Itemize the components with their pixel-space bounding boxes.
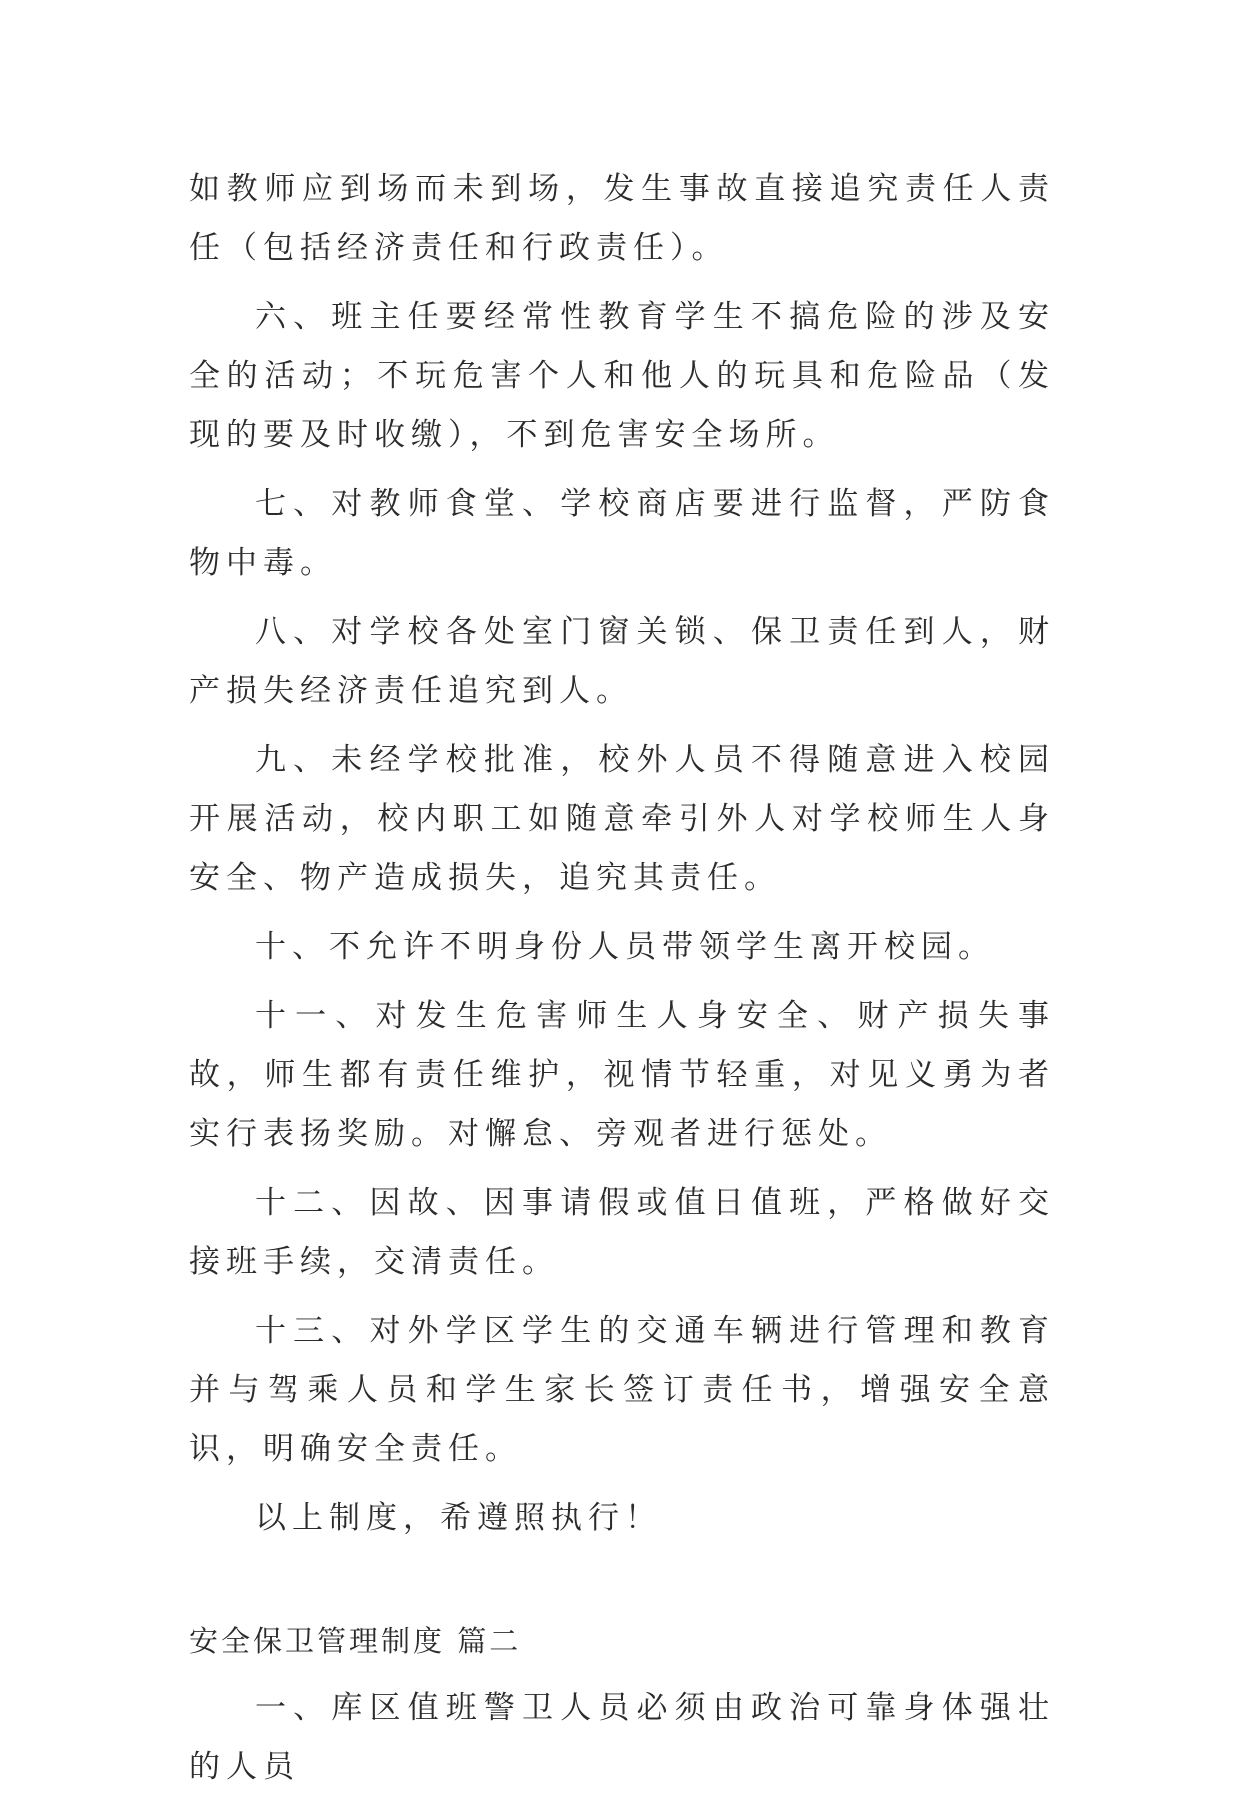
paragraph-item-10: 十、不允许不明身份人员带领学生离开校园。 [255,929,995,965]
paragraph-item-12: 十二、因故、因事请假或值日值班，严格做好交接班手续，交清责任。 [189,1185,1055,1280]
paragraph-item-13: 十三、对外学区学生的交通车辆进行管理和教育并与驾乘人员和学生家长签订责任书，增强安全意识，明确安全责任。 [189,1313,1055,1467]
section-title: 安全保卫管理制度 篇二 [189,1624,522,1658]
paragraph-closing: 以上制度，希遵照执行！ [255,1500,662,1536]
paragraph-item-9: 九、未经学校批准，校外人员不得随意进入校园开展活动，校内职工如随意牵引外人对学校师生人身安全、物产造成损失，追究其责任。 [189,742,1055,896]
paragraph-section2-item-1: 一、库区值班警卫人员必须由政治可靠身体强壮的人员 [189,1690,1055,1785]
paragraph-item-7: 七、对教师食堂、学校商店要进行监督，严防食物中毒。 [189,486,1055,581]
document-body [189,160,1055,1807]
paragraph-item-8: 八、对学校各处室门窗关锁、保卫责任到人，财产损失经济责任追究到人。 [189,614,1055,709]
paragraph-item-6: 六、班主任要经常性教育学生不搞危险的涉及安全的活动；不玩危害个人和他人的玩具和危险品（发现的要及时收缴），不到危害安全场所。 [189,299,1055,453]
paragraph-item-11: 十一、对发生危害师生人身安全、财产损失事故，师生都有责任维护，视情节轻重，对见义勇为者实行表扬奖励。对懈怠、旁观者进行惩处。 [189,998,1055,1152]
paragraph-continuation: 如教师应到场而未到场，发生事故直接追究责任人责任（包括经济责任和行政责任）。 [189,171,1055,266]
